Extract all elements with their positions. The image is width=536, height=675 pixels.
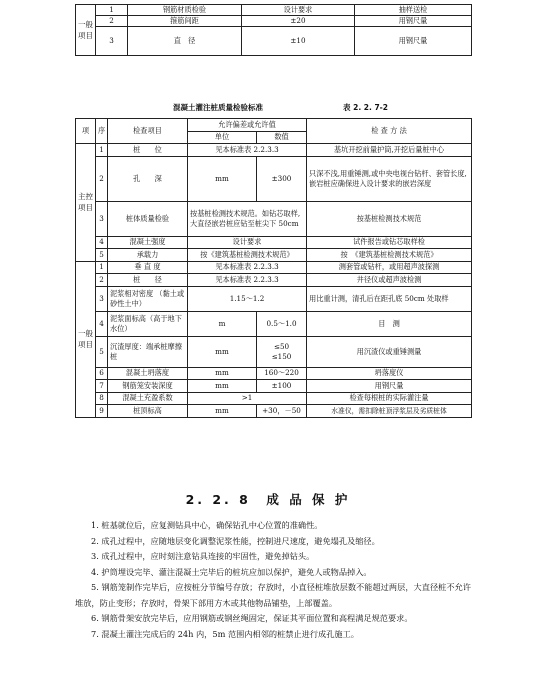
section-title: 2. 2. 8 成 品 保 护	[185, 492, 351, 507]
paragraph: 5. 钢筋笼制作完毕后，应按桩分节编号存放；存放时，小直径桩堆放层数不能超过两层，大直径桩不允许堆放，防止变形；存放时，骨架下部用方木或其他物品铺垫，上部覆盖。	[75, 582, 471, 608]
table-pile-quality	[75, 118, 472, 418]
table-row: 8 混凝土充盈系数 >1 检查每根桩的实际灌注量	[76, 392, 472, 405]
table-row: 5 沉渣厚度：端承桩摩擦桩 mm ≤50 ≤150 用沉渣仪或重锤测量	[76, 336, 472, 367]
table-row: 5 承载力 按《建筑基桩检测技术规范》 按 《建筑基桩检测技术规范》	[76, 249, 472, 262]
section-body	[75, 518, 471, 642]
table-row: 4 混凝土强度 设计要求 试件报告或钻芯取样检	[76, 236, 472, 249]
paragraph: 7. 混凝土灌注完成后的 24h 内，5m 范围内相邻的桩禁止进行成孔施工。	[91, 628, 359, 639]
paragraph: 1. 桩基就位后，应复测钻具中心，确保钻孔中心位置的准确性。	[91, 520, 323, 530]
table-row: 主控项目 1 桩 位 见本标准表 2.2.3.3 基坑开挖前量护筒,开挖后量桩中心	[76, 144, 472, 157]
table-row: 2 孔 深 mm ±300 只深不浅,用重锤测,或中央电视台钻杆、套管长度,嵌岩桩应确保进入设计要求的嵌岩深度	[76, 156, 472, 201]
table-row: 2 桩 径 见本标准表 2.2.3.3 井径仪或超声波检测	[76, 274, 472, 287]
table-row: 4 泥浆面标高（高于地下水位） m 0.5～1.0 目 测	[76, 311, 472, 336]
table-title: 混凝土灌注桩质量检验标准	[173, 103, 263, 112]
table-row: 7 钢筋笼安装深度 mm ±100 用钢尺量	[76, 380, 472, 393]
table-row: 9 桩顶标高 mm +30，－50 水准仪，需扣除桩顶浮浆层及劣质桩体	[76, 405, 472, 418]
table-row: 一般项目 1 垂 直 度 见本标准表 2.2.3.3 测套管或钻杆，或用超声波探测	[76, 261, 472, 274]
group-label: 一般项目	[76, 261, 96, 417]
group-label: 一般项目	[76, 5, 96, 56]
table-rebar-cage	[75, 4, 472, 56]
table-row: 3 直 径 ±10 用钢尺量	[76, 27, 472, 56]
table-number: 表 2. 2. 7-2	[343, 103, 389, 112]
table-row: 3 泥浆相对密度 （黏土或砂性土中） 1.15～1.2 用比重计测，清孔后在距孔底 50cm 处取样	[76, 286, 472, 311]
table-row: 3 桩体质量检验 按基桩检测技术规范。如钻芯取样,大直径嵌岩桩应钻至桩尖下 50cm 按基桩检测技术规范	[76, 201, 472, 236]
group-label: 主控项目	[76, 144, 96, 262]
table-row: 一般项目 1 钢筋材质检验 设计要求 抽样送检	[76, 5, 472, 16]
table-row: 2 箍筋间距 ±20 用钢尺量	[76, 16, 472, 27]
paragraph: 3. 成孔过程中，应时刻注意钻具连接的牢固性，避免掉钻头。	[91, 551, 315, 561]
table-caption	[75, 102, 471, 114]
paragraph: 4. 护筒埋设完毕、灌注混凝土完毕后的桩坑应加以保护，避免人或物品掉入。	[91, 566, 372, 577]
table-header-row: 项 序 检查项目 允许偏差或允许值 检 查 方 法	[76, 119, 472, 132]
paragraph: 2. 成孔过程中，应随地层变化调整泥浆性能，控制进尺速度，避免塌孔及缩径。	[91, 535, 380, 546]
table-header-row: 单位 数值	[76, 131, 472, 144]
paragraph: 6. 钢筋骨架安放完毕后，应用钢筋或钢丝绳固定，保证其平面位置和高程满足规范要求。	[91, 613, 413, 623]
table-row: 6 混凝土坍落度 mm 160～220 坍落度仪	[76, 367, 472, 380]
